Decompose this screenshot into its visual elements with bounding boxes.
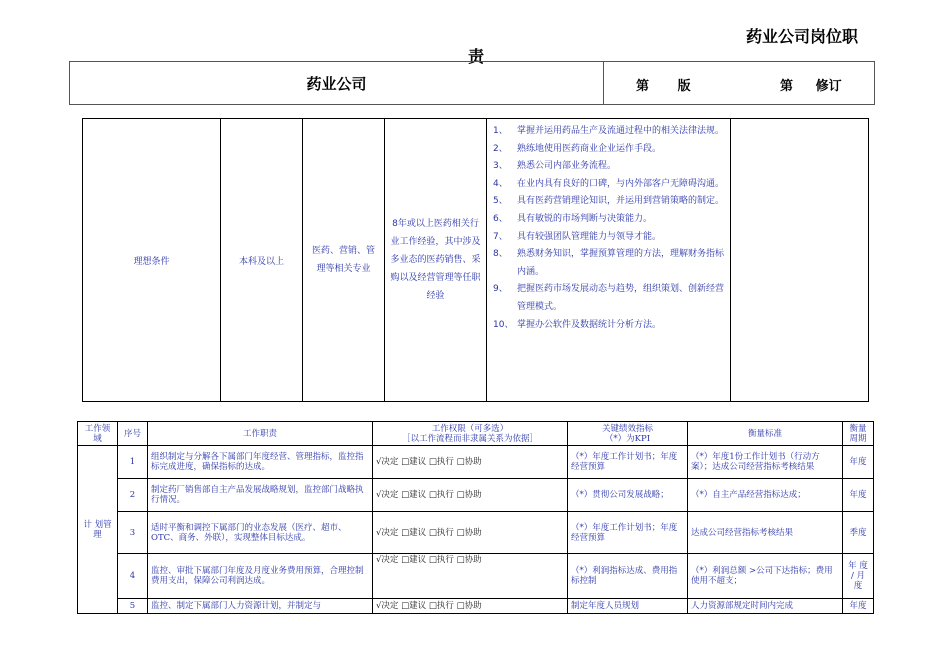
row-duty: 组织制定与分解各下属部门年度经营、管理指标，监控指标完成进度，确保指标的达成。 [148,446,373,479]
table-row [78,554,874,599]
table-row [78,512,874,554]
header-measure: 衡量标准 [688,422,843,446]
table-row [78,446,874,479]
header-box [69,61,875,105]
row-kpi: （*）年度工作计划书；年度经营预算 [568,512,688,554]
row-measure: 人力资源部规定时间内完成 [688,599,843,614]
skill-item: 8、 熟悉财务知识，掌握预算管理的方法，理解财务指标内涵。 [493,249,725,277]
ideal-conditions-table [82,118,869,402]
row-seq: 4 [118,554,148,599]
skill-item: 3、 熟悉公司内部业务流程。 [493,161,617,172]
row-kpi: 制定年度人员规划 [568,599,688,614]
row-cycle: 年度 [843,446,874,479]
table-row [78,599,874,614]
empty-cell [731,119,869,402]
duties-table [77,421,874,614]
header-divider [603,62,604,104]
row-seq: 2 [118,479,148,512]
header-seq: 序号 [118,422,148,446]
row-duty: 适时平衡和调控下属部门的业态发展（医疗、超市、OTC、商务、外联），实现整体目标达成。 [148,512,373,554]
experience-requirement [385,119,487,402]
row-duty: 监控、制定下属部门人力资源计划，并制定与 [148,599,373,614]
skill-item: 2、 熟练地使用医药商业企业运作手段。 [493,143,662,154]
skill-item: 5、 具有医药营销理论知识，并运用到营销策略的制定。 [493,196,725,207]
document-title-part1: 药业公司岗位职 [746,27,859,46]
row-measure: （*）年度1份工作计划书（行动方案）；达成公司经营指标考核结果 [688,446,843,479]
skill-item: 10、 掌握办公软件及数据统计分析方法。 [493,319,662,330]
skill-item: 7、 具有较强团队管理能力与领导才能。 [493,231,662,242]
company-name: 药业公司 [306,74,367,93]
skill-item: 6、 具有敏锐的市场判断与决策能力。 [493,213,653,224]
row-seq: 5 [118,599,148,614]
row-kpi: （*）贯彻公司发展战略； [568,479,688,512]
header-duty: 工作职责 [148,422,373,446]
header-kpi: 关键绩效指标 （*）为KPI [568,422,688,446]
ideal-conditions-label: 理想条件 [83,119,221,402]
row-cycle: 年度 [843,599,874,614]
row-duty: 监控、审批下属部门年度及月度业务费用预算，合理控制费用支出，保障公司利润达成。 [148,554,373,599]
header-cycle: 衡量周期 [843,422,874,446]
row-cycle: 年度 [843,479,874,512]
document-title-part2: 责 [468,47,485,66]
row-duty: 制定药厂销售部自主产品发展战略规划，监控部门战略执行情况。 [148,479,373,512]
row-permission: √决定 □建议 □执行 □协助 [373,512,568,554]
skill-item: 1、 掌握并运用药品生产及流通过程中的相关法律法规。 [493,126,725,136]
row-cycle: 季度 [843,512,874,554]
row-seq: 1 [118,446,148,479]
education-requirement: 本科及以上 [221,119,303,402]
skill-item: 4、 在业内具有良好的口碑，与内外部客户无障碍沟通。 [493,178,725,189]
revision-label: 第 修订 [780,79,842,94]
row-permission: √决定 □建议 □执行 □协助 [373,446,568,479]
row-cycle: 年 度 / 月 度 [843,554,874,599]
row-kpi: （*）利润指标达成、费用指标控制 [568,554,688,599]
row-kpi: （*）年度工作计划书；年度经营预算 [568,446,688,479]
row-measure: （*）利润总额 >公司下达指标；费用使用不超支； [688,554,843,599]
major-text: 医药、营销、管理等相关专业 [311,246,375,274]
row-seq: 3 [118,512,148,554]
skill-item: 9、 把握医药市场发展动态与趋势，组织策划、创新经营管理模式。 [493,284,725,312]
experience-text: 8年或以上医药相关行业工作经验，其中涉及多业态的医药销售、采购以及经营管理等任职经验 [390,219,481,301]
skills-list [487,119,731,402]
work-area: 计 划管理 [78,446,118,614]
table-row [78,479,874,512]
row-permission: √决定 □建议 □执行 □协助 [373,554,568,599]
edition-label: 第 版 [636,79,692,94]
row-permission: √决定 □建议 □执行 □协助 [373,599,568,614]
row-measure: 达成公司经营指标考核结果 [688,512,843,554]
header-area: 工作领域 [78,422,118,446]
row-measure: （*）自主产品经营指标达成； [688,479,843,512]
major-requirement [303,119,385,402]
row-permission: √决定 □建议 □执行 □协助 [373,479,568,512]
header-permission: 工作权限（可多选） ［以工作流程而非隶属关系为依据］ [373,422,568,446]
